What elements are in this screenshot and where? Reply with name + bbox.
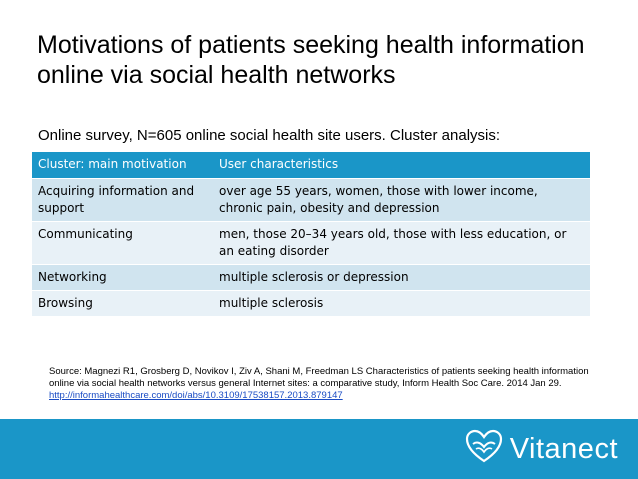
table-row [32,265,590,291]
table-row [32,222,590,265]
table-row [32,179,590,222]
motivation-table [32,151,590,316]
table-cell-motivation: Acquiring information and support [32,179,213,222]
brand-logo [464,429,618,469]
table-cell-characteristics: multiple sclerosis or depression [213,265,590,291]
table-cell-motivation: Browsing [32,291,213,317]
table-header-motivation: Cluster: main motivation [32,152,213,179]
source-citation [49,366,609,402]
source-text: Source: Magnezi R1, Grosberg D, Novikov I, Ziv A, Shani M, Freedman LS Characteristics of patients seeking health information online via social health networks versus general Internet sites: a comparative study, Inform Health Soc Care. 2014 Jan 29. [49,366,589,389]
heart-hands-icon [464,429,504,470]
table-cell-characteristics: over age 55 years, women, those with lower income, chronic pain, obesity and depression [213,179,590,222]
slide-title: Motivations of patients seeking health information online via social health networks [37,31,585,89]
table-cell-motivation: Communicating [32,222,213,265]
table-cell-characteristics: men, those 20–34 years old, those with less education, or an eating disorder [213,222,590,265]
source-link[interactable]: http://informahealthcare.com/doi/abs/10.3109/17538157.2013.879147 [49,390,343,401]
brand-name: Vitanect [509,432,618,465]
footer-bar [0,419,638,479]
table-cell-characteristics: multiple sclerosis [213,291,590,317]
table-header-row [32,152,590,179]
table-row [32,291,590,317]
slide-subtitle: Online survey, N=605 online social health site users. Cluster analysis: [38,127,501,144]
table-cell-motivation: Networking [32,265,213,291]
table-header-characteristics: User characteristics [213,152,590,179]
